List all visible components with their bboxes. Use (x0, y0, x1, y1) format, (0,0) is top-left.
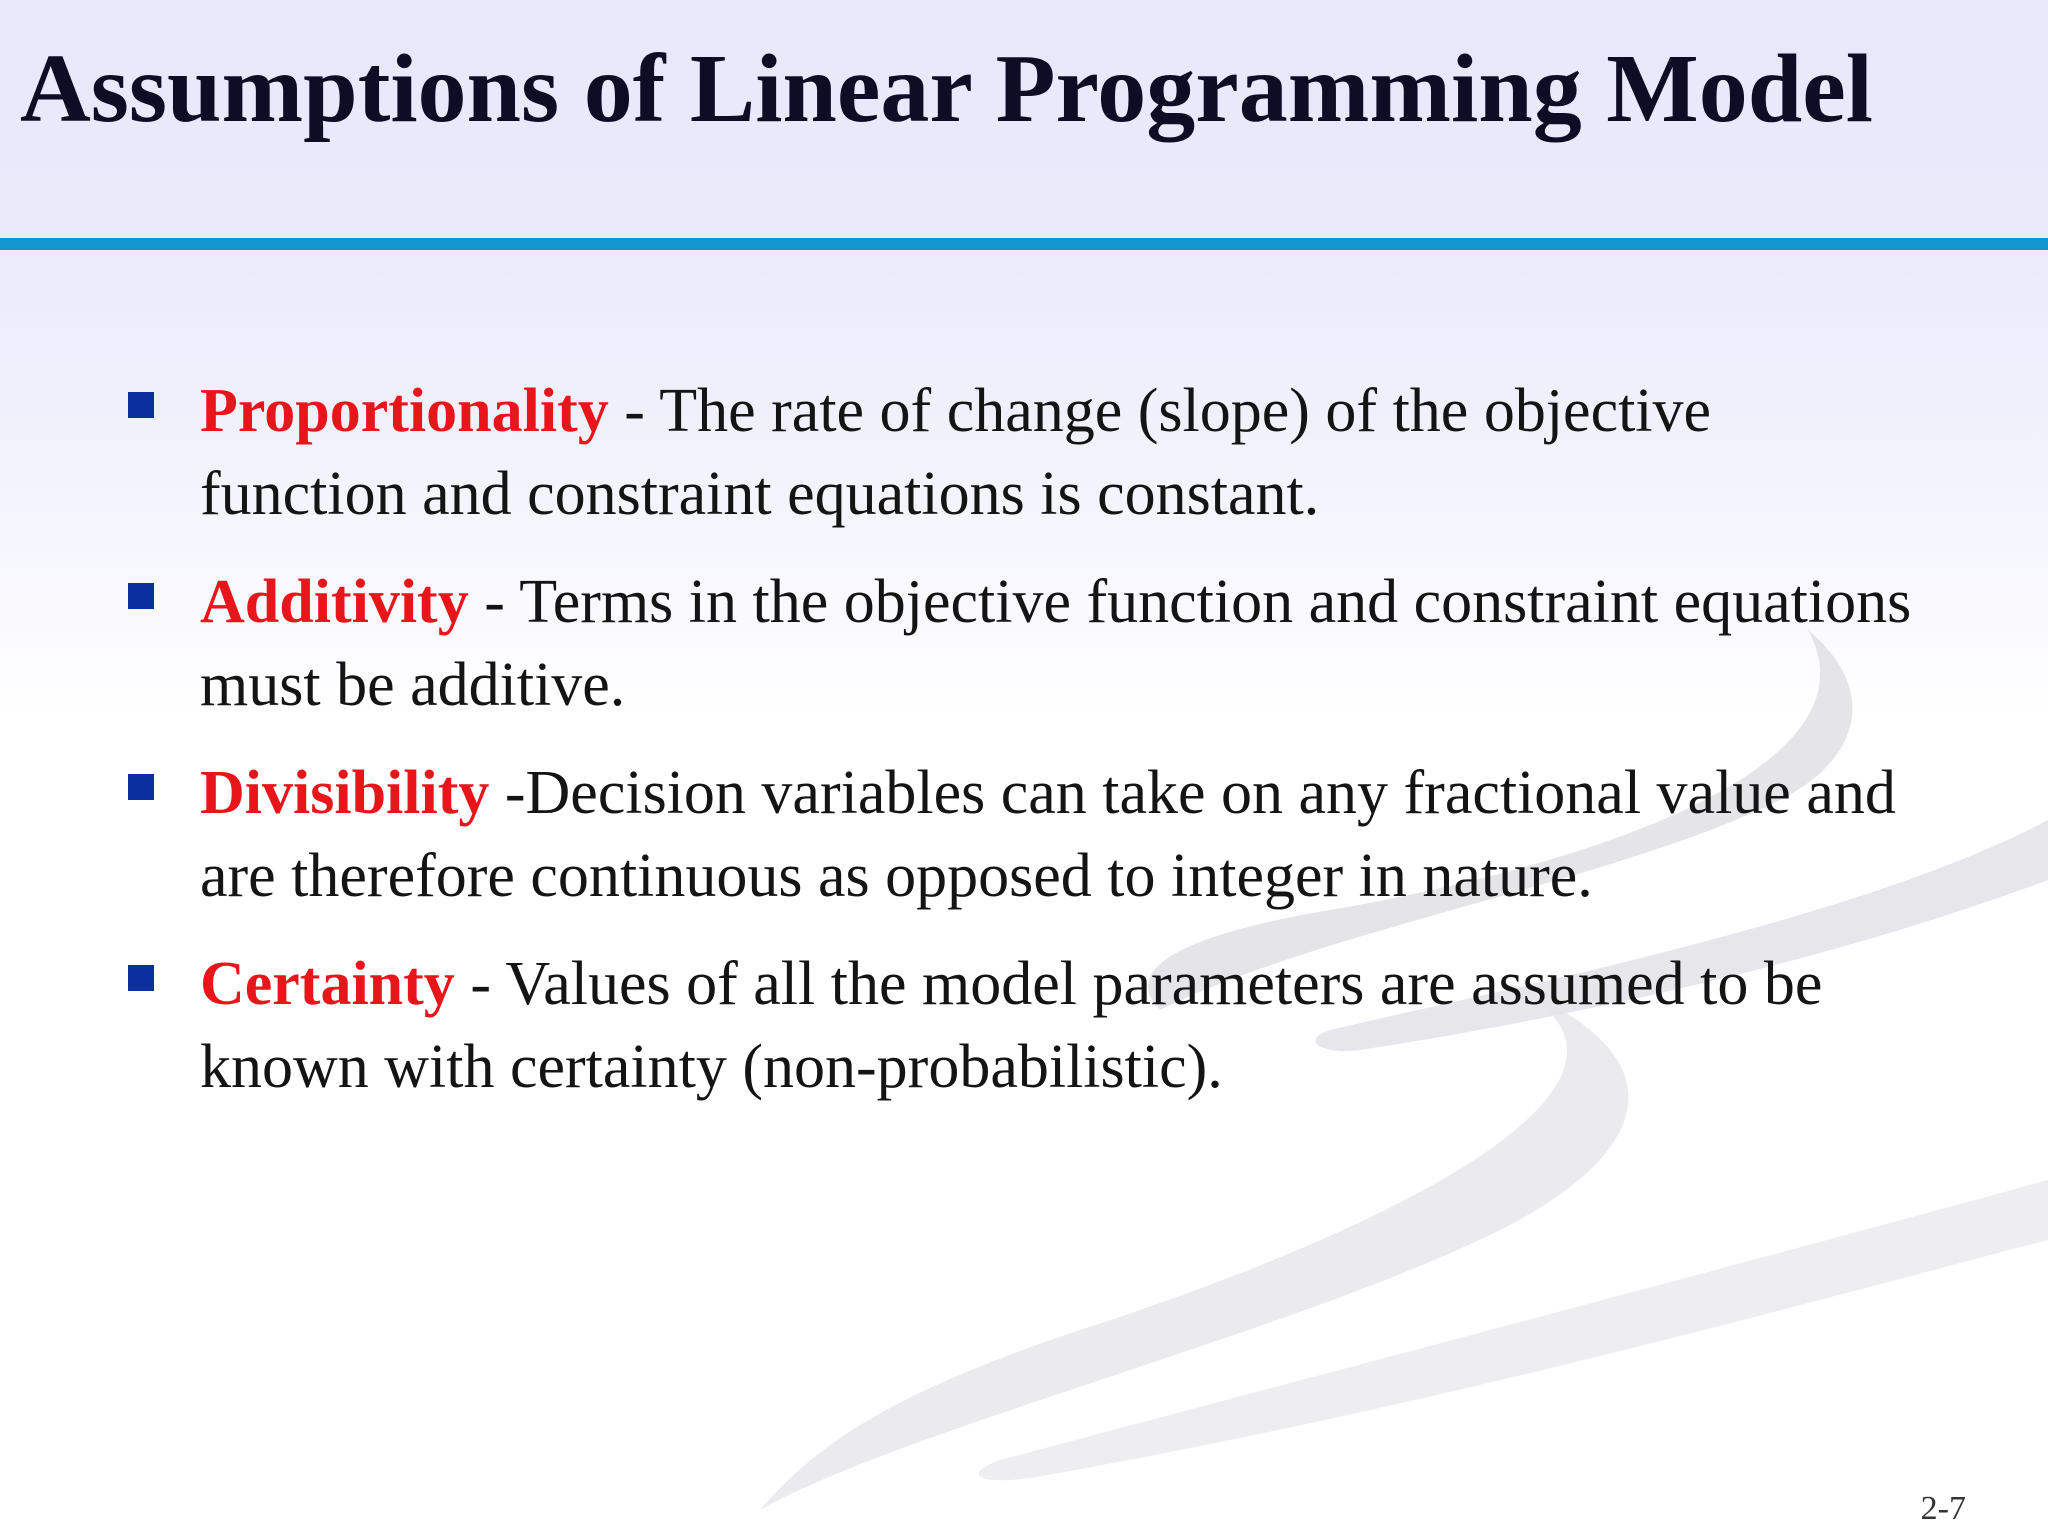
list-item-proportionality (200, 370, 1920, 536)
square-bullet-icon (128, 392, 154, 418)
list-item-additivity (200, 561, 1920, 727)
term-label: Divisibility (200, 759, 490, 827)
square-bullet-icon (128, 583, 154, 609)
term-description: - The rate of change (slope) of the objective function and constraint equations is constant. (200, 377, 1712, 528)
term-label: Additivity (200, 568, 469, 636)
square-bullet-icon (128, 774, 154, 800)
assumption-list (0, 370, 2048, 1134)
title-divider (0, 238, 2048, 250)
slide-title: Assumptions of Linear Programming Model (20, 35, 1873, 143)
list-item-certainty (200, 943, 1920, 1109)
page-number: 2-7 (1920, 1490, 1966, 1527)
term-description: - Values of all the model parameters are assumed to be known with certainty (non-probabilistic). (200, 950, 1823, 1101)
list-item-divisibility (200, 752, 1920, 918)
term-description: - Terms in the objective function and constraint equations must be additive. (200, 568, 1912, 719)
term-description: -Decision variables can take on any fractional value and are therefore continuous as opposed to integer in nature. (200, 759, 1896, 910)
term-label: Proportionality (200, 377, 609, 445)
term-label: Certainty (200, 950, 455, 1018)
square-bullet-icon (128, 965, 154, 991)
